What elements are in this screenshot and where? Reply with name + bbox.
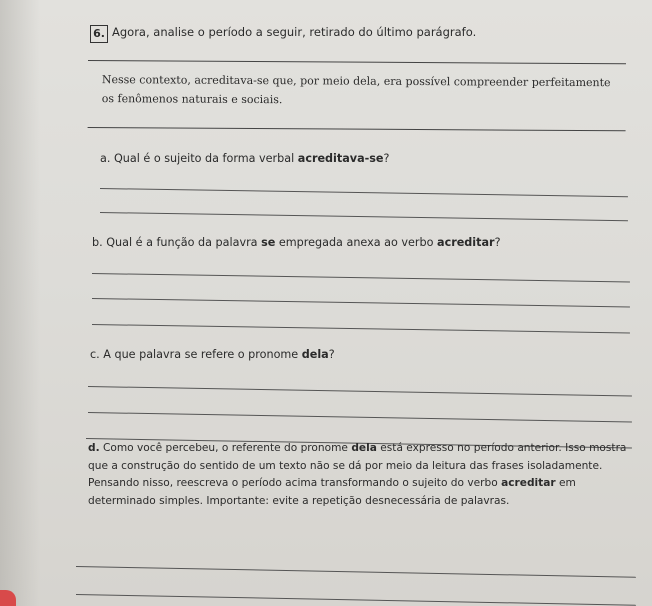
item-a-post: ? (383, 152, 390, 165)
answer-line-c2[interactable] (88, 412, 632, 422)
question-number-box: 6. (90, 25, 108, 43)
answer-line-b1[interactable] (92, 273, 630, 282)
answer-line-d1[interactable] (76, 566, 636, 578)
item-a-prompt (100, 152, 389, 165)
answer-line-d2[interactable] (76, 594, 636, 606)
item-b-bold2: acreditar (437, 236, 495, 249)
item-d-bold1: dela (351, 442, 377, 454)
item-a-bold: acreditava-se (297, 152, 384, 165)
item-c-post: ? (328, 348, 335, 361)
item-b-bold1: se (261, 236, 276, 249)
question-title: Agora, analise o período a seguir, retirado do último parágrafo. (112, 25, 477, 39)
quote-box (88, 60, 626, 131)
item-b-mid: empregada anexa ao verbo (275, 236, 438, 249)
item-c-bold: dela (301, 348, 329, 361)
page-shadow (0, 0, 40, 606)
item-d-part1: Como você percebeu, o referente do pronome (99, 442, 352, 454)
answer-line-b2[interactable] (92, 298, 630, 307)
quote-text: Nesse contexto, acreditava-se que, por meio dela, era possível compreender perfeitamente os fenômenos naturais e sociais. (101, 73, 611, 107)
answer-line-b3[interactable] (92, 324, 630, 333)
item-d-prompt (88, 440, 628, 510)
item-b-post: ? (494, 236, 501, 249)
answer-line-c1[interactable] (88, 386, 632, 396)
item-d-part3: em determinado simples. Importante: evite a repetição desnecessária de palavras. (88, 477, 576, 507)
item-b-pre: b. Qual é a função da palavra (92, 236, 262, 249)
item-c-pre: c. A que palavra se refere o pronome (90, 348, 302, 361)
answer-line-a1[interactable] (100, 188, 628, 197)
answer-line-a2[interactable] (100, 212, 628, 221)
item-c-prompt (90, 348, 335, 361)
item-d-part2: está expresso no período anterior. Isso mostra que a construção do sentido de um texto não se dá por meio da leitura das frases isoladamente. Pensando nisso, reescreva o período acima transformando o sujeito do verbo (88, 442, 627, 489)
item-d-label: d. (88, 442, 100, 454)
item-a-pre: a. Qual é o sujeito da forma verbal (100, 152, 298, 165)
item-d-bold2: acreditar (501, 477, 556, 489)
item-b-prompt (92, 236, 501, 249)
